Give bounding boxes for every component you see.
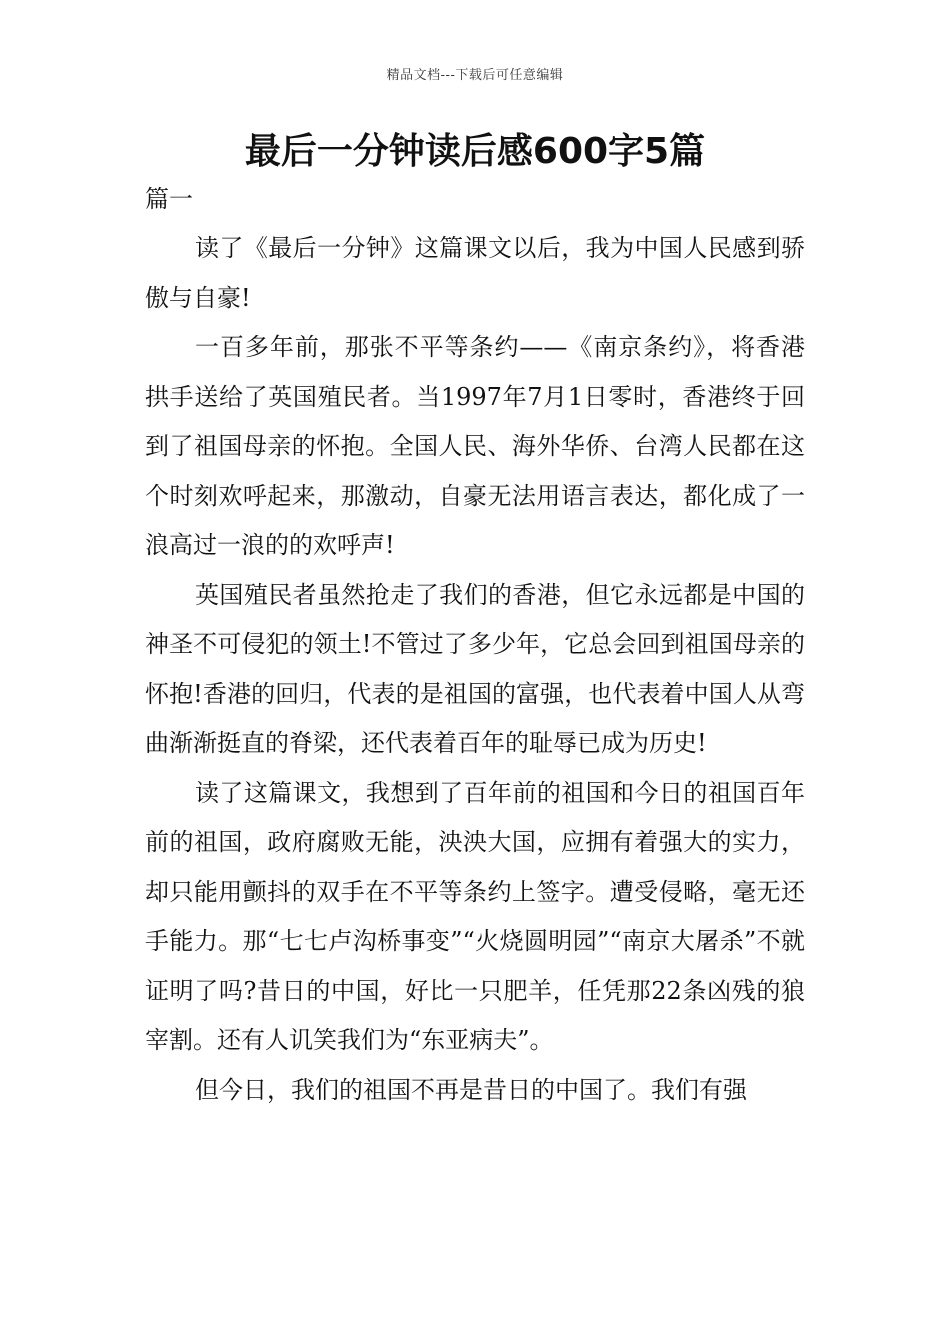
document-body bbox=[145, 224, 805, 1115]
paragraph-2: 一百多年前，那张不平等条约——《南京条约》，将香港拱手送给了英国殖民者。当1997年7月1日零时，香港终于回到了祖国母亲的怀抱。全国人民、海外华侨、台湾人民都在这个时刻欢呼起来，那激动，自豪无法用语言表达，都化成了一浪高过一浪的的欢呼声! bbox=[145, 333, 805, 559]
paragraph-3: 英国殖民者虽然抢走了我们的香港，但它永远都是中国的神圣不可侵犯的领土!不管过了多少年，它总会回到祖国母亲的怀抱!香港的回归，代表的是祖国的富强，也代表着中国人从弯曲渐渐挺直的脊梁，还代表着百年的耻辱已成为历史! bbox=[145, 580, 805, 757]
header-note: 精品文档---下载后可任意编辑 bbox=[386, 68, 564, 83]
paragraph-1: 读了《最后一分钟》这篇课文以后，我为中国人民感到骄傲与自豪! bbox=[145, 234, 805, 312]
section-label: 篇一 bbox=[145, 185, 193, 213]
paragraph-4: 读了这篇课文，我想到了百年前的祖国和今日的祖国百年前的祖国，政府腐败无能，泱泱大国，应拥有着强大的实力，却只能用颤抖的双手在不平等条约上签字。遭受侵略，毫无还手能力。那“七七卢沟桥事变”“火烧圆明园”“南京大屠杀”不就证明了吗?昔日的中国，好比一只肥羊，任凭那22条凶残的狼宰割。还有人讥笑我们为“东亚病夫”。 bbox=[145, 778, 805, 1054]
document-title: 最后一分钟读后感600字5篇 bbox=[244, 131, 706, 172]
paragraph-5: 但今日，我们的祖国不再是昔日的中国了。我们有强 bbox=[195, 1075, 747, 1104]
